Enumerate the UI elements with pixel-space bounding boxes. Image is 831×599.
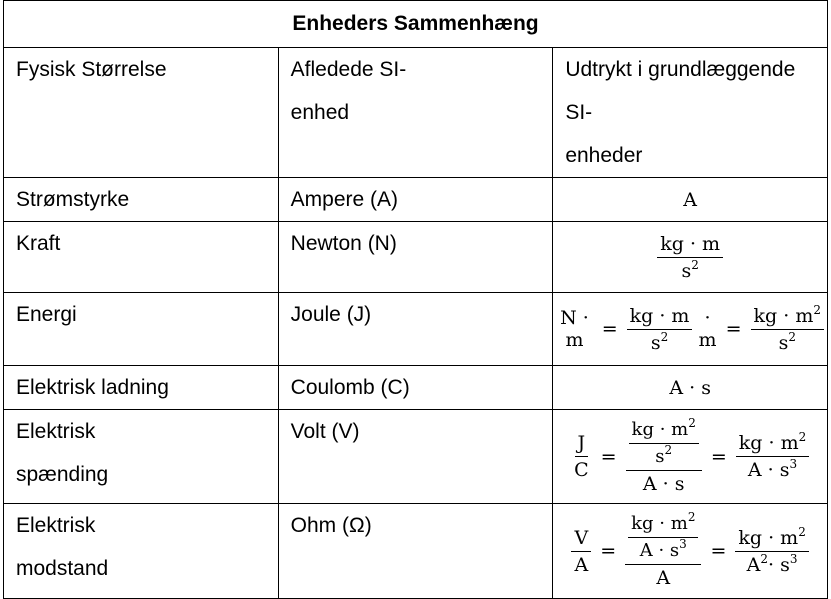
quantity-cell: Elektrisk spænding — [4, 410, 279, 504]
table-row — [4, 222, 828, 293]
header-base-units: Udtrykt i grundlæggende SI- enheder — [553, 48, 828, 178]
formula-cell — [553, 410, 828, 504]
formula-coulomb: A · s — [669, 376, 711, 399]
formula-cell — [553, 178, 828, 222]
header-row — [4, 48, 828, 178]
table-row — [4, 504, 828, 599]
quantity-cell: Strømstyrke — [4, 178, 279, 222]
formula-cell — [553, 293, 828, 366]
formula-volt: $\frac{J}{C}$ = $\frac{\frac{kg \cdot m^2}{s^2}}{A \cdot s}$ = $\frac{kg \cdot m^2}{A \cdot s^3}$ — [568, 419, 812, 495]
unit-cell: Newton (N) — [278, 222, 553, 293]
table-row — [4, 366, 828, 410]
unit-cell: Joule (J) — [278, 293, 553, 366]
header-derived-unit: Afledede SI- enhed — [278, 48, 553, 178]
units-table — [3, 0, 828, 599]
quantity-cell: Elektrisk modstand — [4, 504, 279, 599]
quantity-cell: Energi — [4, 293, 279, 366]
unit-cell: Coulomb (C) — [278, 366, 553, 410]
formula-ampere: A — [683, 188, 698, 211]
unit-cell: Ampere (A) — [278, 178, 553, 222]
table-row — [4, 293, 828, 366]
formula-cell — [553, 504, 828, 599]
unit-cell: Volt (V) — [278, 410, 553, 504]
table-title: Enheders Sammenhæng — [4, 1, 828, 48]
quantity-cell: Kraft — [4, 222, 279, 293]
formula-newton: $\frac{kg \cdot m}{s^2}$ — [657, 233, 723, 282]
table-row — [4, 178, 828, 222]
table-row — [4, 410, 828, 504]
formula-cell — [553, 222, 828, 293]
formula-ohm: $\frac{V}{A}$ = $\frac{\frac{kg \cdot m^2}{A \cdot s^3}}{A}$ = $\frac{kg \cdot m^2}{A^2\cdot s^3}$ — [568, 513, 811, 589]
formula-cell — [553, 366, 828, 410]
unit-cell: Ohm (Ω) — [278, 504, 553, 599]
formula-joule: N · m = $\frac{kg \cdot m}{s^2}$ · m = $\frac{kg \cdot m^2}{s^2}$ — [553, 305, 827, 354]
quantity-cell: Elektrisk ladning — [4, 366, 279, 410]
header-quantity: Fysisk Størrelse — [4, 48, 279, 178]
